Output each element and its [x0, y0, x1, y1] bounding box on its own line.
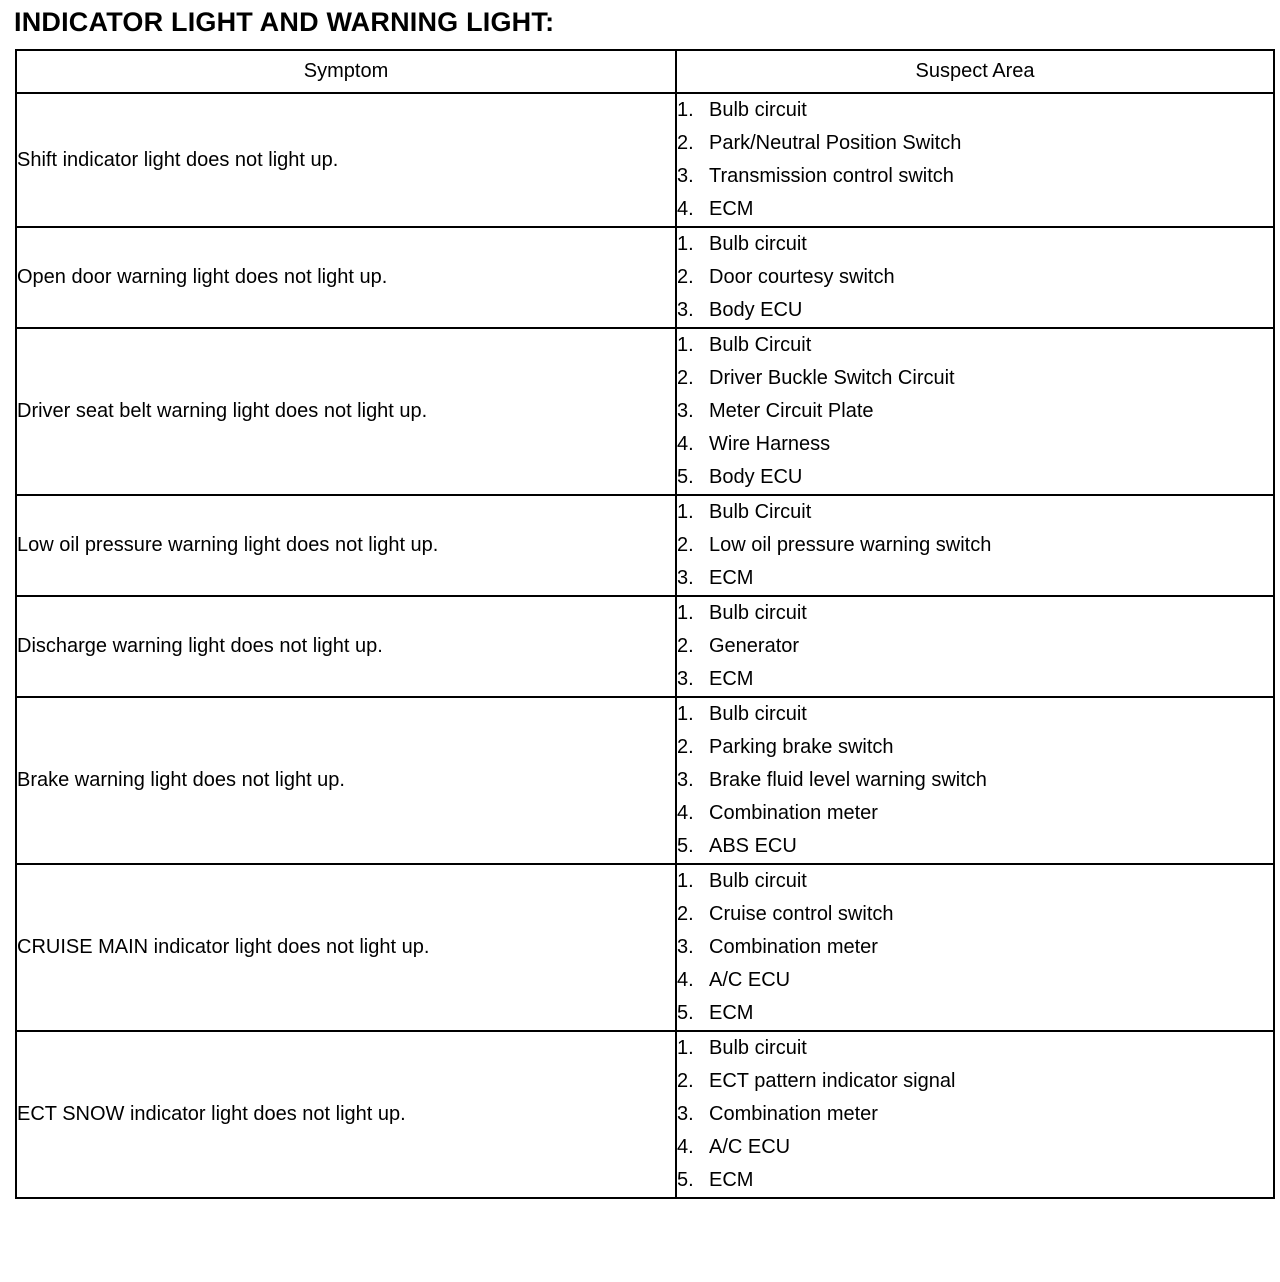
list-number: 1. [677, 1037, 694, 1059]
page-title: INDICATOR LIGHT AND WARNING LIGHT: [14, 7, 555, 37]
suspect-area-text: ECM [709, 567, 754, 589]
list-number: 3. [677, 165, 694, 187]
suspect-area-list [677, 597, 1273, 696]
list-number: 5. [677, 1169, 694, 1191]
suspect-area-text: ECM [709, 1002, 754, 1024]
suspect-area-item [677, 193, 1273, 226]
suspect-area-text: ECM [709, 1169, 754, 1191]
table-row [16, 864, 1274, 1031]
suspect-area-text: Combination meter [709, 1103, 878, 1125]
suspect-area-text: Body ECU [709, 299, 803, 321]
suspect-area-item [677, 1065, 1273, 1098]
suspect-area-text: Bulb circuit [709, 99, 807, 121]
suspect-area-item [677, 1032, 1273, 1065]
table-row [16, 93, 1274, 227]
list-number: 2. [677, 903, 694, 925]
suspect-area-text: Bulb circuit [709, 703, 807, 725]
list-number: 3. [677, 936, 694, 958]
suspect-area-item [677, 964, 1273, 997]
table-row [16, 495, 1274, 596]
suspect-area-cell [676, 328, 1274, 495]
suspect-area-text: Combination meter [709, 802, 878, 824]
suspect-area-cell [676, 697, 1274, 864]
suspect-area-text: ECM [709, 198, 754, 220]
list-number: 1. [677, 99, 694, 121]
header-symptom: Symptom [16, 50, 676, 93]
symptom-cell: ECT SNOW indicator light does not light up. [16, 1031, 676, 1198]
suspect-area-item [677, 395, 1273, 428]
header-suspect-area: Suspect Area [676, 50, 1274, 93]
suspect-area-item [677, 630, 1273, 663]
list-number: 1. [677, 703, 694, 725]
list-number: 4. [677, 802, 694, 824]
suspect-area-cell [676, 93, 1274, 227]
list-number: 2. [677, 266, 694, 288]
list-number: 2. [677, 1070, 694, 1092]
suspect-area-text: ECT pattern indicator signal [709, 1070, 956, 1092]
suspect-area-item [677, 764, 1273, 797]
list-number: 4. [677, 433, 694, 455]
list-number: 3. [677, 567, 694, 589]
suspect-area-text: Park/Neutral Position Switch [709, 132, 962, 154]
suspect-area-text: Brake fluid level warning switch [709, 769, 987, 791]
suspect-area-text: Generator [709, 635, 800, 657]
suspect-area-item [677, 228, 1273, 261]
list-number: 3. [677, 769, 694, 791]
suspect-area-item [677, 997, 1273, 1030]
suspect-area-cell [676, 227, 1274, 328]
list-number: 1. [677, 602, 694, 624]
suspect-area-text: Parking brake switch [709, 736, 894, 758]
suspect-area-item [677, 94, 1273, 127]
suspect-area-list [677, 94, 1273, 226]
suspect-area-list [677, 1032, 1273, 1197]
table-row [16, 227, 1274, 328]
suspect-area-text: Bulb circuit [709, 870, 807, 892]
table-body [16, 93, 1274, 1198]
suspect-area-list [677, 698, 1273, 863]
suspect-area-item [677, 362, 1273, 395]
suspect-area-item [677, 1131, 1273, 1164]
suspect-area-item [677, 127, 1273, 160]
table-header-row [16, 50, 1274, 93]
suspect-area-text: Bulb circuit [709, 233, 807, 255]
suspect-area-text: Meter Circuit Plate [709, 400, 874, 422]
list-number: 3. [677, 299, 694, 321]
suspect-area-item [677, 461, 1273, 494]
suspect-area-item [677, 931, 1273, 964]
suspect-area-text: Bulb circuit [709, 602, 807, 624]
list-number: 2. [677, 635, 694, 657]
suspect-area-list [677, 496, 1273, 595]
suspect-area-text: Bulb circuit [709, 1037, 807, 1059]
suspect-area-item [677, 898, 1273, 931]
suspect-area-text: Door courtesy switch [709, 266, 895, 288]
suspect-area-text: ECM [709, 668, 754, 690]
table-row [16, 1031, 1274, 1198]
suspect-area-item [677, 529, 1273, 562]
suspect-area-list [677, 865, 1273, 1030]
list-number: 2. [677, 534, 694, 556]
table-row [16, 697, 1274, 864]
list-number: 1. [677, 233, 694, 255]
suspect-area-text: Cruise control switch [709, 903, 894, 925]
suspect-area-item [677, 329, 1273, 362]
symptom-cell: Discharge warning light does not light up. [16, 596, 676, 697]
table-row [16, 328, 1274, 495]
symptom-cell: Open door warning light does not light up. [16, 227, 676, 328]
suspect-area-item [677, 160, 1273, 193]
symptom-cell: Driver seat belt warning light does not light up. [16, 328, 676, 495]
suspect-area-text: A/C ECU [709, 969, 791, 991]
suspect-area-cell [676, 1031, 1274, 1198]
suspect-area-text: Driver Buckle Switch Circuit [709, 367, 955, 389]
suspect-area-text: ABS ECU [709, 835, 797, 857]
suspect-area-text: Combination meter [709, 936, 878, 958]
symptom-cell: Low oil pressure warning light does not light up. [16, 495, 676, 596]
suspect-area-item [677, 1098, 1273, 1131]
list-number: 4. [677, 198, 694, 220]
list-number: 4. [677, 1136, 694, 1158]
suspect-area-item [677, 562, 1273, 595]
suspect-area-list [677, 228, 1273, 327]
list-number: 3. [677, 668, 694, 690]
table-row [16, 596, 1274, 697]
list-number: 5. [677, 1002, 694, 1024]
list-number: 2. [677, 367, 694, 389]
suspect-area-cell [676, 596, 1274, 697]
list-number: 2. [677, 132, 694, 154]
suspect-area-item [677, 865, 1273, 898]
suspect-area-text: Body ECU [709, 466, 803, 488]
list-number: 1. [677, 870, 694, 892]
symptom-table [15, 49, 1275, 1199]
suspect-area-text: A/C ECU [709, 1136, 791, 1158]
list-number: 1. [677, 334, 694, 356]
suspect-area-text: Bulb Circuit [709, 334, 812, 356]
suspect-area-item [677, 496, 1273, 529]
suspect-area-cell [676, 495, 1274, 596]
suspect-area-item [677, 731, 1273, 764]
suspect-area-text: Transmission control switch [709, 165, 954, 187]
suspect-area-item [677, 1164, 1273, 1197]
symptom-cell: CRUISE MAIN indicator light does not light up. [16, 864, 676, 1031]
suspect-area-item [677, 663, 1273, 696]
suspect-area-item [677, 830, 1273, 863]
suspect-area-item [677, 597, 1273, 630]
list-number: 3. [677, 1103, 694, 1125]
list-number: 5. [677, 466, 694, 488]
suspect-area-text: Bulb Circuit [709, 501, 812, 523]
list-number: 5. [677, 835, 694, 857]
symptom-cell: Brake warning light does not light up. [16, 697, 676, 864]
symptom-cell: Shift indicator light does not light up. [16, 93, 676, 227]
list-number: 2. [677, 736, 694, 758]
suspect-area-item [677, 428, 1273, 461]
suspect-area-item [677, 698, 1273, 731]
list-number: 1. [677, 501, 694, 523]
suspect-area-text: Wire Harness [709, 433, 831, 455]
suspect-area-list [677, 329, 1273, 494]
list-number: 4. [677, 969, 694, 991]
suspect-area-text: Low oil pressure warning switch [709, 534, 992, 556]
list-number: 3. [677, 400, 694, 422]
suspect-area-item [677, 261, 1273, 294]
suspect-area-item [677, 797, 1273, 830]
suspect-area-item [677, 294, 1273, 327]
suspect-area-cell [676, 864, 1274, 1031]
